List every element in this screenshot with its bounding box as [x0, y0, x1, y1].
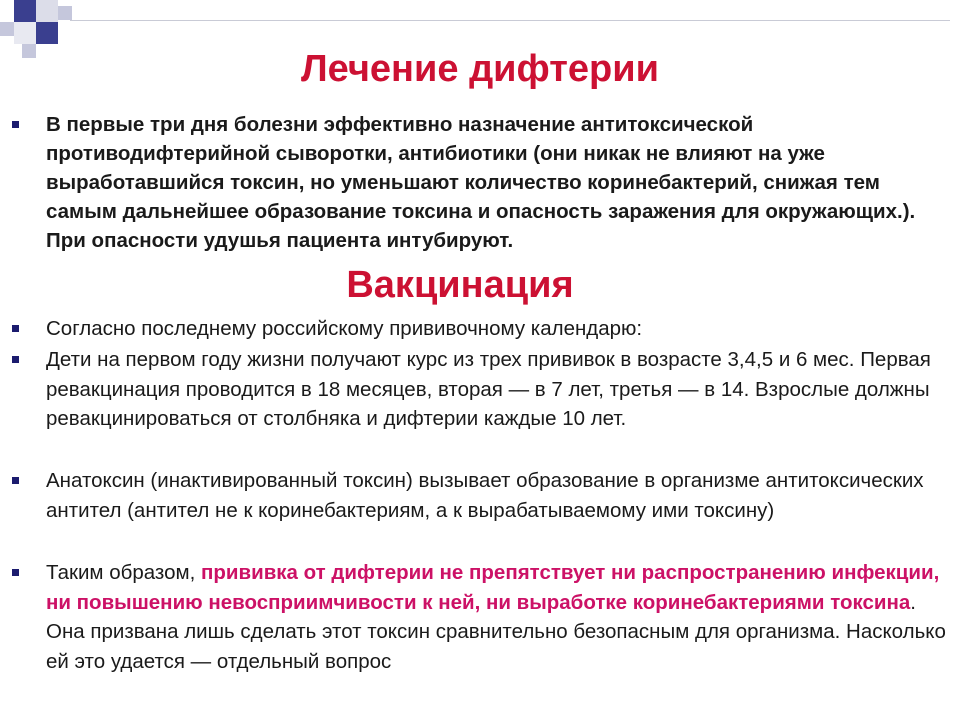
- header-rule: [70, 20, 950, 21]
- list-item: [46, 314, 946, 344]
- list-item: [46, 558, 946, 676]
- deco-square: [36, 22, 58, 44]
- item-text-after: . Она призвана лишь сделать этот токсин сравнительно безопасным для организма. Насколько ей это удается — отдельный вопрос: [46, 590, 946, 673]
- item-text: [46, 558, 946, 676]
- vaccination-title: Вакцинация: [346, 264, 574, 306]
- list-item: [46, 466, 946, 525]
- bullet-icon: [12, 477, 19, 484]
- highlighted-text: прививка от дифтерии не препятствует ни распространению инфекции, ни повышению невосприимчивости к ней, ни выработке коринебактериями токсина: [46, 561, 940, 614]
- deco-square: [58, 6, 72, 20]
- deco-square: [36, 0, 58, 22]
- deco-square: [14, 22, 36, 44]
- bullet-icon: [12, 569, 19, 576]
- slide-title: Лечение дифтерии: [301, 48, 659, 90]
- item-text: Дети на первом году жизни получают курс из трех прививок в возрасте 3,4,5 и 6 мес. Первая ревакцинация проводится в 18 месяцев, вторая — в 7 лет, третья — в 14. Взрослые должны ревакцинироваться от столбняка и дифтерии каждые 10 лет.: [46, 348, 931, 430]
- deco-square: [0, 22, 14, 36]
- deco-square: [14, 0, 36, 22]
- list-item: [46, 345, 946, 434]
- bullet-icon: [12, 325, 19, 332]
- item-text: Анатоксин (инактивированный токсин) вызывает образование в организме антитоксических антител (антител не к коринебактериям, а к вырабатываемому ими токсину): [46, 469, 924, 522]
- bullet-icon: [12, 121, 19, 128]
- treatment-text: В первые три дня болезни эффективно назначение антитоксической противодифтерийной сыворотки, антибиотики (они никак не влияют на уже выработавшийся токсин, но уменьшают количество коринебактерий, снижая тем самым дальнейшее образование токсина и опасность заражения для окружающих.). При опасности удушья пациента интубируют.: [46, 113, 916, 252]
- list-item-treatment: [46, 110, 946, 255]
- item-text: Согласно последнему российскому прививочному календарю:: [46, 317, 643, 340]
- bullet-icon: [12, 356, 19, 363]
- item-text-before: Таким образом,: [46, 561, 201, 584]
